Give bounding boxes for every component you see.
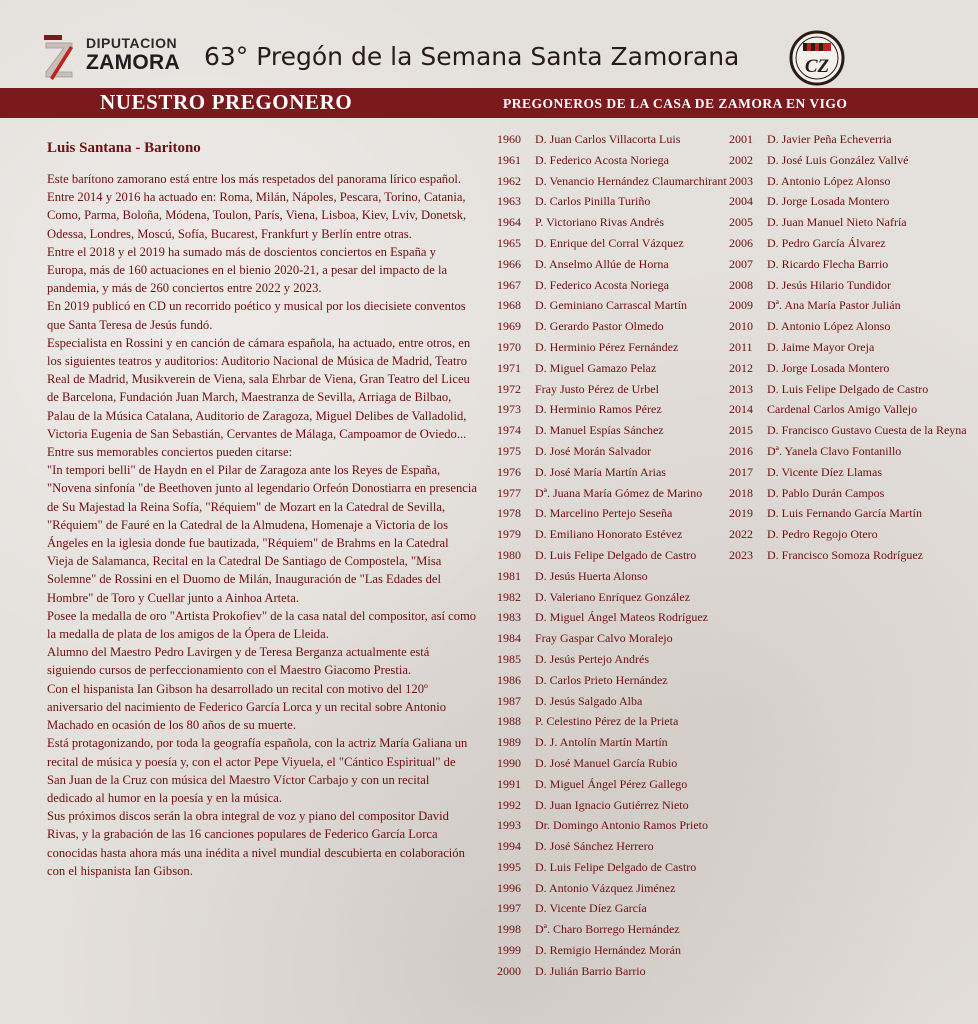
pregonero-name: D. Emiliano Honorato Estévez bbox=[535, 527, 683, 542]
pregonero-year: 1997 bbox=[497, 901, 521, 916]
biography-title: Luis Santana - Baritono bbox=[47, 140, 201, 156]
pregonero-year: 1984 bbox=[497, 631, 521, 646]
logo-top-text: DIPUTACION bbox=[86, 35, 178, 51]
bio-paragraph: Este barítono zamorano está entre los más respetados del panorama lírico español. bbox=[47, 172, 462, 186]
pregonero-year: 2009 bbox=[729, 298, 753, 313]
pregonero-year: 1988 bbox=[497, 714, 521, 729]
pregonero-name: Fray Justo Pérez de Urbel bbox=[535, 381, 659, 396]
pregonero-year: 1996 bbox=[497, 880, 521, 895]
pregonero-year: 1963 bbox=[497, 194, 521, 209]
pregonero-year: 2023 bbox=[729, 547, 753, 562]
pregonero-name: D. Manuel Espías Sánchez bbox=[535, 423, 664, 438]
pregonero-name: D. Pablo Durán Campos bbox=[767, 485, 885, 500]
pregonero-name: D. Herminio Pérez Fernández bbox=[535, 339, 679, 354]
pregonero-year: 2015 bbox=[729, 423, 753, 438]
pregonero-name: P. Celestino Pérez de la Prieta bbox=[535, 714, 679, 729]
pregonero-year: 1973 bbox=[497, 402, 521, 417]
pregonero-name: D. Vicente Díez García bbox=[535, 901, 647, 916]
pregonero-year: 2004 bbox=[729, 194, 753, 209]
pregonero-name: Dª. Ana María Pastor Julián bbox=[767, 298, 901, 313]
pregonero-name: D. Miguel Gamazo Pelaz bbox=[535, 360, 657, 375]
pregonero-year: 1983 bbox=[497, 610, 521, 625]
pregonero-year: 2006 bbox=[729, 235, 753, 250]
pregonero-name: D. Juan Manuel Nieto Nafría bbox=[767, 215, 907, 230]
pregonero-year: 2003 bbox=[729, 173, 753, 188]
biography bbox=[47, 140, 477, 880]
pregonero-name: Dª. Juana María Gómez de Marino bbox=[535, 485, 703, 500]
pregonero-name: D. Enrique del Corral Vázquez bbox=[535, 235, 684, 250]
pregonero-year: 1990 bbox=[497, 755, 521, 770]
pregonero-name: Dª. Yanela Clavo Fontanillo bbox=[767, 443, 902, 458]
pregonero-name: D. José Morán Salvador bbox=[535, 443, 651, 458]
pregonero-year: 2016 bbox=[729, 443, 753, 458]
pregonero-year: 1993 bbox=[497, 818, 521, 833]
pregonero-year: 2000 bbox=[497, 963, 521, 978]
bio-paragraph: Entre 2014 y 2016 ha actuado en: Roma, Milán, Nápoles, Pescara, Torino, Catania, Como, Parma, Boloña, Módena, Toulon, París, Viena, Lisboa, Kiev, Lviv, Donetsk, Odessa, Londres, Moscú, Sofía, Bucarest, Frankfurt y Berlín entre otras. bbox=[47, 190, 467, 241]
pregonero-name: D. Pedro García Álvarez bbox=[767, 235, 886, 250]
pregonero-name: D. Pedro Regojo Otero bbox=[767, 527, 878, 542]
pregonero-year: 1982 bbox=[497, 589, 521, 604]
pregonero-year: 2005 bbox=[729, 215, 753, 230]
pregonero-year: 1979 bbox=[497, 527, 521, 542]
pregonero-name: D. José Luis González Vallvé bbox=[767, 152, 909, 167]
pregonero-name: D. José Sánchez Herrero bbox=[535, 839, 654, 854]
pregonero-name: D. José María Martín Arias bbox=[535, 464, 666, 479]
pregonero-name: D. Francisco Gustavo Cuesta de la Reyna bbox=[767, 423, 967, 438]
pregonero-name: D. Geminiano Carrascal Martín bbox=[535, 298, 687, 313]
pregonero-year: 1975 bbox=[497, 443, 521, 458]
pregonero-name: D. Jesús Salgado Alba bbox=[535, 693, 643, 708]
pregonero-year: 2013 bbox=[729, 381, 753, 396]
pregonero-name: D. Venancio Hernández Claumarchirant bbox=[535, 173, 727, 188]
section-band bbox=[0, 88, 978, 118]
pregonero-year: 1969 bbox=[497, 319, 521, 334]
pregonero-name: D. Federico Acosta Noriega bbox=[535, 152, 669, 167]
bio-paragraph: Con el hispanista Ian Gibson ha desarrollado un recital con motivo del 120º aniversario del nacimiento de Federico García Lorca y un recital sobre Antonio Machado en ocasión de los 80 años de su muerte. bbox=[47, 681, 446, 733]
diputacion-logo-text bbox=[86, 36, 180, 73]
pregonero-year: 1994 bbox=[497, 839, 521, 854]
pregonero-name: D. Luis Felipe Delgado de Castro bbox=[767, 381, 929, 396]
pregonero-name: D. Carlos Pinilla Turiño bbox=[535, 194, 651, 209]
bio-paragraph: Alumno del Maestro Pedro Lavirgen y de Teresa Berganza actualmente está siguiendo cursos de perfeccionamiento con el Maestro Giacomo Prestia. bbox=[47, 645, 430, 678]
pregonero-year: 1978 bbox=[497, 506, 521, 521]
pregonero-year: 1991 bbox=[497, 776, 521, 791]
pregonero-name: D. Antonio López Alonso bbox=[767, 173, 891, 188]
pregonero-name: D. Remigio Hernández Morán bbox=[535, 943, 681, 958]
pregonero-name: D. Marcelino Pertejo Seseña bbox=[535, 506, 673, 521]
pregonero-year: 1974 bbox=[497, 423, 521, 438]
pregonero-name: D. Miguel Ángel Pérez Gallego bbox=[535, 776, 688, 791]
pregonero-name: D. Jesús Pertejo Andrés bbox=[535, 651, 649, 666]
pregonero-year: 1968 bbox=[497, 298, 521, 313]
pregonero-name: D. Juan Carlos Villacorta Luis bbox=[535, 132, 681, 146]
pregonero-year: 1985 bbox=[497, 651, 521, 666]
pregonero-year: 1987 bbox=[497, 693, 521, 708]
pregonero-name: D. Ricardo Flecha Barrio bbox=[767, 256, 889, 271]
pregonero-year: 2007 bbox=[729, 256, 753, 271]
pregonero-name: D. Federico Acosta Noriega bbox=[535, 277, 669, 292]
pregonero-name: D. Antonio Vázquez Jiménez bbox=[535, 880, 676, 895]
pregonero-year: 1980 bbox=[497, 547, 521, 562]
pregonero-year: 1965 bbox=[497, 235, 521, 250]
pregonero-name: D. Vicente Díez Llamas bbox=[767, 464, 883, 479]
pregonero-year: 2022 bbox=[729, 527, 753, 542]
pregonero-name: D. Miguel Ángel Mateos Rodríguez bbox=[535, 610, 708, 625]
pregonero-year: 1961 bbox=[497, 152, 521, 167]
bio-paragraph: "In tempori belli" de Haydn en el Pilar de Zaragoza ante los Reyes de España, "Novena sinfonía "de Beethoven junto al legendario Orfeón Donostiarra en presencia de Su Majestad la Reina Sofía, "Réquiem" de Mozart en la Catedral de Sevilla, "Réquiem" de Fauré en la Catedral de la Almudena, Homenaje a Victoria de los Ángeles en la iglesia donde fue bautizada, "Réquiem" de Brahms en la Catedral Vieja de Salamanca, Recital en la Catedral De Santiago de Compostela, "Misa Solemne" de Rossini en el Duomo de Milán, Inauguración de "Las Edades del Hombre" de Toro y Cuellar junto a Ainhoa Arteta. bbox=[47, 463, 477, 605]
pregonero-year: 1972 bbox=[497, 381, 521, 396]
bio-paragraph: Está protagonizando, por toda la geografía española, con la actriz María Galiana un recital de música y poesía y, con el actor Pepe Viyuela, el "Cántico Espiritual" de San Juan de la Cruz con música del Maestro Víctor Carbajo y con un recital dedicado al humor en la poesía y en la música. bbox=[47, 736, 468, 805]
pregonero-year: 2002 bbox=[729, 152, 753, 167]
pregonero-name: D. Julián Barrio Barrio bbox=[535, 963, 646, 978]
section-title-pregonero: NUESTRO PREGONERO bbox=[100, 90, 353, 114]
pregonero-name: D. Luis Fernando García Martín bbox=[767, 506, 922, 521]
pregonero-name: D. Jorge Losada Montero bbox=[767, 194, 890, 209]
pregonero-year: 1995 bbox=[497, 859, 521, 874]
bio-paragraph: Sus próximos discos serán la obra integral de voz y piano del compositor David Rivas, y la grabación de las 16 canciones populares de Federico García Lorca conocidas hasta ahora más una inédita a nivel mundial descubierta en colaboración con el hispanista Ian Gibson. bbox=[47, 809, 465, 878]
pregonero-year: 1998 bbox=[497, 922, 521, 937]
pregonero-year: 2008 bbox=[729, 277, 753, 292]
pregonero-name: D. Juan Ignacio Gutiérrez Nieto bbox=[535, 797, 689, 812]
pregonero-name: D. José Manuel García Rubio bbox=[535, 755, 678, 770]
section-title-pregoneros-list: PREGONEROS DE LA CASA DE ZAMORA EN VIGO bbox=[503, 96, 848, 111]
pregonero-name: D. Gerardo Pastor Olmedo bbox=[535, 319, 664, 334]
pregonero-year: 2012 bbox=[729, 360, 753, 375]
pregonero-name: D. Herminio Ramos Pérez bbox=[535, 402, 662, 417]
pregonero-year: 1962 bbox=[497, 173, 521, 188]
pregonero-name: Dª. Charo Borrego Hernández bbox=[535, 922, 680, 937]
pregonero-year: 1960 bbox=[497, 132, 521, 146]
pregonero-year: 1971 bbox=[497, 360, 521, 375]
pregonero-name: Fray Gaspar Calvo Moralejo bbox=[535, 631, 673, 646]
pregonero-name: P. Victoriano Rivas Andrés bbox=[535, 215, 665, 230]
pregonero-name: D. Javier Peña Echeverria bbox=[767, 132, 892, 146]
diputacion-logo-icon bbox=[42, 34, 76, 80]
bio-paragraph: Posee la medalla de oro "Artista Prokofiev" de la casa natal del compositor, así como la medalla de plata de los amigos de la Ópera de Lleida. bbox=[47, 608, 477, 642]
pregonero-year: 1976 bbox=[497, 464, 521, 479]
pregonero-name: D. Anselmo Allúe de Horna bbox=[535, 256, 669, 271]
pregonero-year: 1967 bbox=[497, 277, 521, 292]
pregonero-name: D. Carlos Prieto Hernández bbox=[535, 672, 668, 687]
pregonero-year: 1977 bbox=[497, 485, 521, 500]
pregonero-year: 2011 bbox=[729, 339, 753, 354]
pregonero-name: D. Luis Felipe Delgado de Castro bbox=[535, 547, 697, 562]
bio-paragraph: Especialista en Rossini y en canción de cámara española, ha actuado, entre otros, en los siguientes teatros y auditorios: Auditorio Nacional de Música de Madrid, Teatro Real de Madrid, Musikverein de Viena, sala Ehrbar de Viena, Gran Teatro del Liceu de Barcelona, Fundación Juan March, Maestranza de Sevilla, Arriaga de Bilbao, Palau de la Música Catalana, Auditorio de Zaragoza, Miguel Delibes de Valladolid, Victoria Eugenia de San Sebastián, Cervantes de Málaga, Campoamor de Oviedo... bbox=[47, 335, 471, 441]
pregonero-name: D. Francisco Somoza Rodríguez bbox=[767, 547, 923, 562]
pregonero-name: D. Jorge Losada Montero bbox=[767, 360, 890, 375]
bio-paragraph: En 2019 publicó en CD un recorrido poético y musical por los diecisiete conventos que Santa Teresa de Jesús fundó. bbox=[47, 299, 466, 332]
pregonero-name: D. Antonio López Alonso bbox=[767, 319, 891, 334]
pregonero-name: D. Jesús Hilario Tundidor bbox=[767, 277, 892, 292]
pregonero-year: 2017 bbox=[729, 464, 753, 479]
pregonero-year: 2014 bbox=[729, 402, 753, 417]
pregonero-name: D. Valeriano Enríquez González bbox=[535, 589, 691, 604]
header bbox=[0, 0, 978, 88]
pregonero-name: D. Jesús Huerta Alonso bbox=[535, 568, 648, 583]
pregonero-year: 2018 bbox=[729, 485, 753, 500]
pregonero-name: Dr. Domingo Antonio Ramos Prieto bbox=[535, 818, 709, 833]
pregonero-year: 1999 bbox=[497, 943, 521, 958]
pregonero-name: Cardenal Carlos Amigo Vallejo bbox=[767, 402, 918, 417]
pregonero-year: 1966 bbox=[497, 256, 521, 271]
pregonero-name: D. J. Antolín Martín Martín bbox=[535, 735, 668, 750]
casa-de-zamora-seal-icon bbox=[789, 30, 845, 86]
bio-paragraph: Entre el 2018 y el 2019 ha sumado más de doscientos conciertos en España y Europa, más de 160 actuaciones en el bienio 2020-21, a pesar del impacto de la pandemia, y más de 260 conciertos entre 2022 y 2023. bbox=[47, 244, 448, 296]
pregonero-year: 1986 bbox=[497, 672, 521, 687]
logo-bottom-text: ZAMORA bbox=[86, 51, 180, 74]
pregonero-year: 1989 bbox=[497, 735, 521, 750]
pregonero-year: 2001 bbox=[729, 132, 753, 146]
pregonero-year: 1981 bbox=[497, 568, 521, 583]
bio-paragraph: Entre sus memorables conciertos pueden citarse: bbox=[47, 445, 293, 460]
seal-text: CZ bbox=[804, 56, 830, 77]
page-title: 63° Pregón de la Semana Santa Zamorana bbox=[204, 42, 740, 71]
pregonero-year: 2019 bbox=[729, 506, 753, 521]
pregonero-year: 2010 bbox=[729, 319, 753, 334]
pregonero-year: 1964 bbox=[497, 215, 521, 230]
pregonero-year: 1992 bbox=[497, 797, 521, 812]
pregonero-year: 1970 bbox=[497, 339, 521, 354]
pregonero-name: D. Jaime Mayor Oreja bbox=[767, 339, 875, 354]
pregonero-name: D. Luis Felipe Delgado de Castro bbox=[535, 859, 697, 874]
